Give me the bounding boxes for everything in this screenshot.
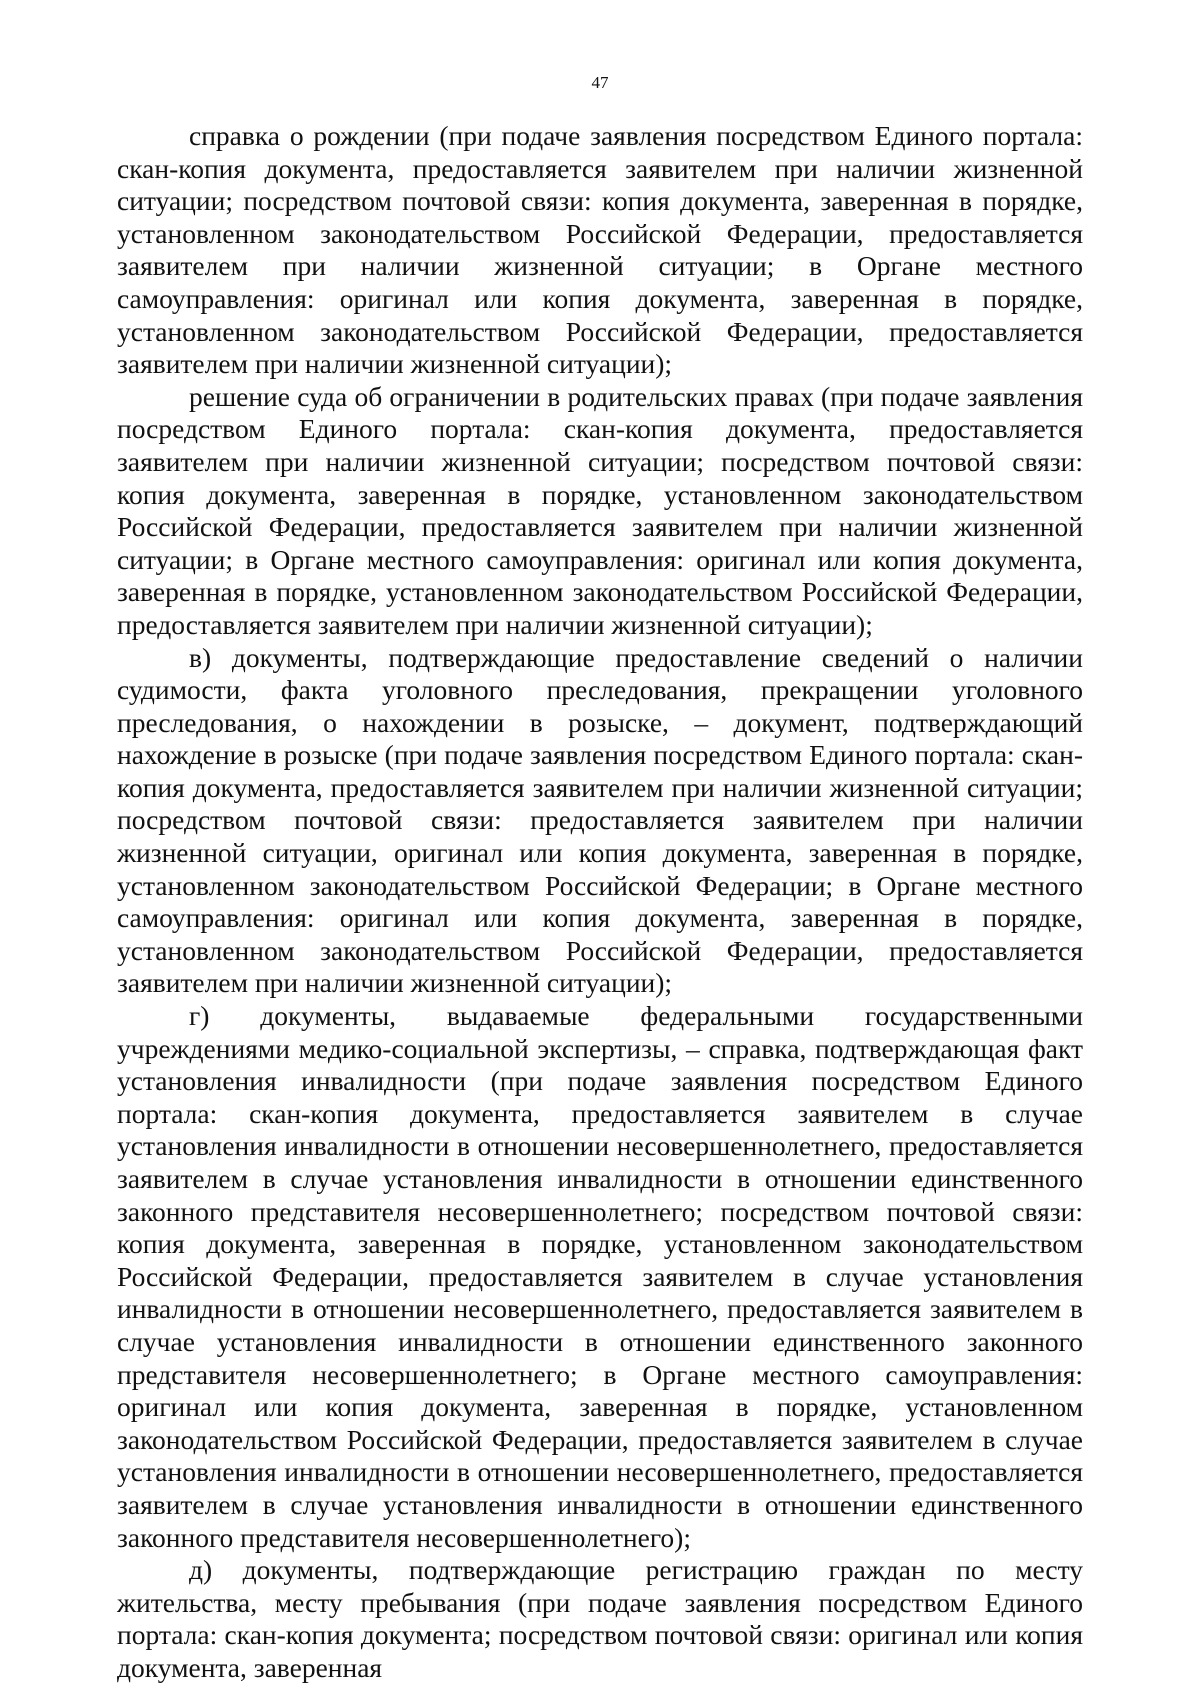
paragraph-registration: д) документы, подтверждающие регистрацию граждан по месту жительства, месту пребывания (при подаче заявления посредством Единого портала: скан-копия документа; посредством почтовой связи: оригинал или копия документа, заверенная [117,1554,1083,1683]
paragraph-criminal-record: в) документы, подтверждающие предоставление сведений о наличии судимости, факта уголовного преследования, прекращении уголовного преследования, о нахождении в розыске, – документ, подтверждающий нахождение в розыске (при подаче заявления посредством Единого портала: скан-копия документа, предоставляется заявителем при наличии жизненной ситуации; посредством почтовой связи: предоставляется заявителем при наличии жизненной ситуации, оригинал или копия документа, заверенная в порядке, установленном законодательством Российской Федерации; в Органе местного самоуправления: оригинал или копия документа, заверенная в порядке, установленном законодательством Российской Федерации, предоставляется заявителем при наличии жизненной ситуации); [117,641,1083,999]
paragraph-court-decision: решение суда об ограничении в родительских правах (при подаче заявления посредством Единого портала: скан-копия документа, предоставляется заявителем при наличии жизненной ситуации; посредством почтовой связи: копия документа, заверенная в порядке, установленном законодательством Российской Федерации, предоставляется заявителем при наличии жизненной ситуации; в Органе местного самоуправления: оригинал или копия документа, заверенная в порядке, установленном законодательством Российской Федерации, предоставляется заявителем при наличии жизненной ситуации); [117,380,1083,640]
paragraph-birth-certificate: справка о рождении (при подаче заявления посредством Единого портала: скан-копия документа, предоставляется заявителем при наличии жизненной ситуации; посредством почтовой связи: копия документа, заверенная в порядке, установленном законодательством Российской Федерации, предоставляется заявителем при наличии жизненной ситуации; в Органе местного самоуправления: оригинал или копия документа, заверенная в порядке, установленном законодательством Российской Федерации, предоставляется заявителем при наличии жизненной ситуации); [117,120,1083,380]
page-number: 47 [591,73,609,92]
paragraph-disability: г) документы, выдаваемые федеральными государственными учреждениями медико-социальной экспертизы, – справка, подтверждающая факт установления инвалидности (при подаче заявления посредством Единого портала: скан-копия документа, предоставляется заявителем в случае установления инвалидности в отношении несовершеннолетнего, предоставляется заявителем в случае установления инвалидности в отношении единственного законного представителя несовершеннолетнего; посредством почтовой связи: копия документа, заверенная в порядке, установленном законодательством Российской Федерации, предоставляется заявителем в случае установления инвалидности в отношении несовершеннолетнего, предоставляется заявителем в случае установления инвалидности в отношении единственного законного представителя несовершеннолетнего; в Органе местного самоуправления: оригинал или копия документа, заверенная в порядке, установленном законодательством Российской Федерации, предоставляется заявителем в случае установления инвалидности в отношении несовершеннолетнего, предоставляется заявителем в случае установления инвалидности в отношении единственного законного представителя несовершеннолетнего); [117,1000,1083,1553]
document-body [117,120,1083,1685]
